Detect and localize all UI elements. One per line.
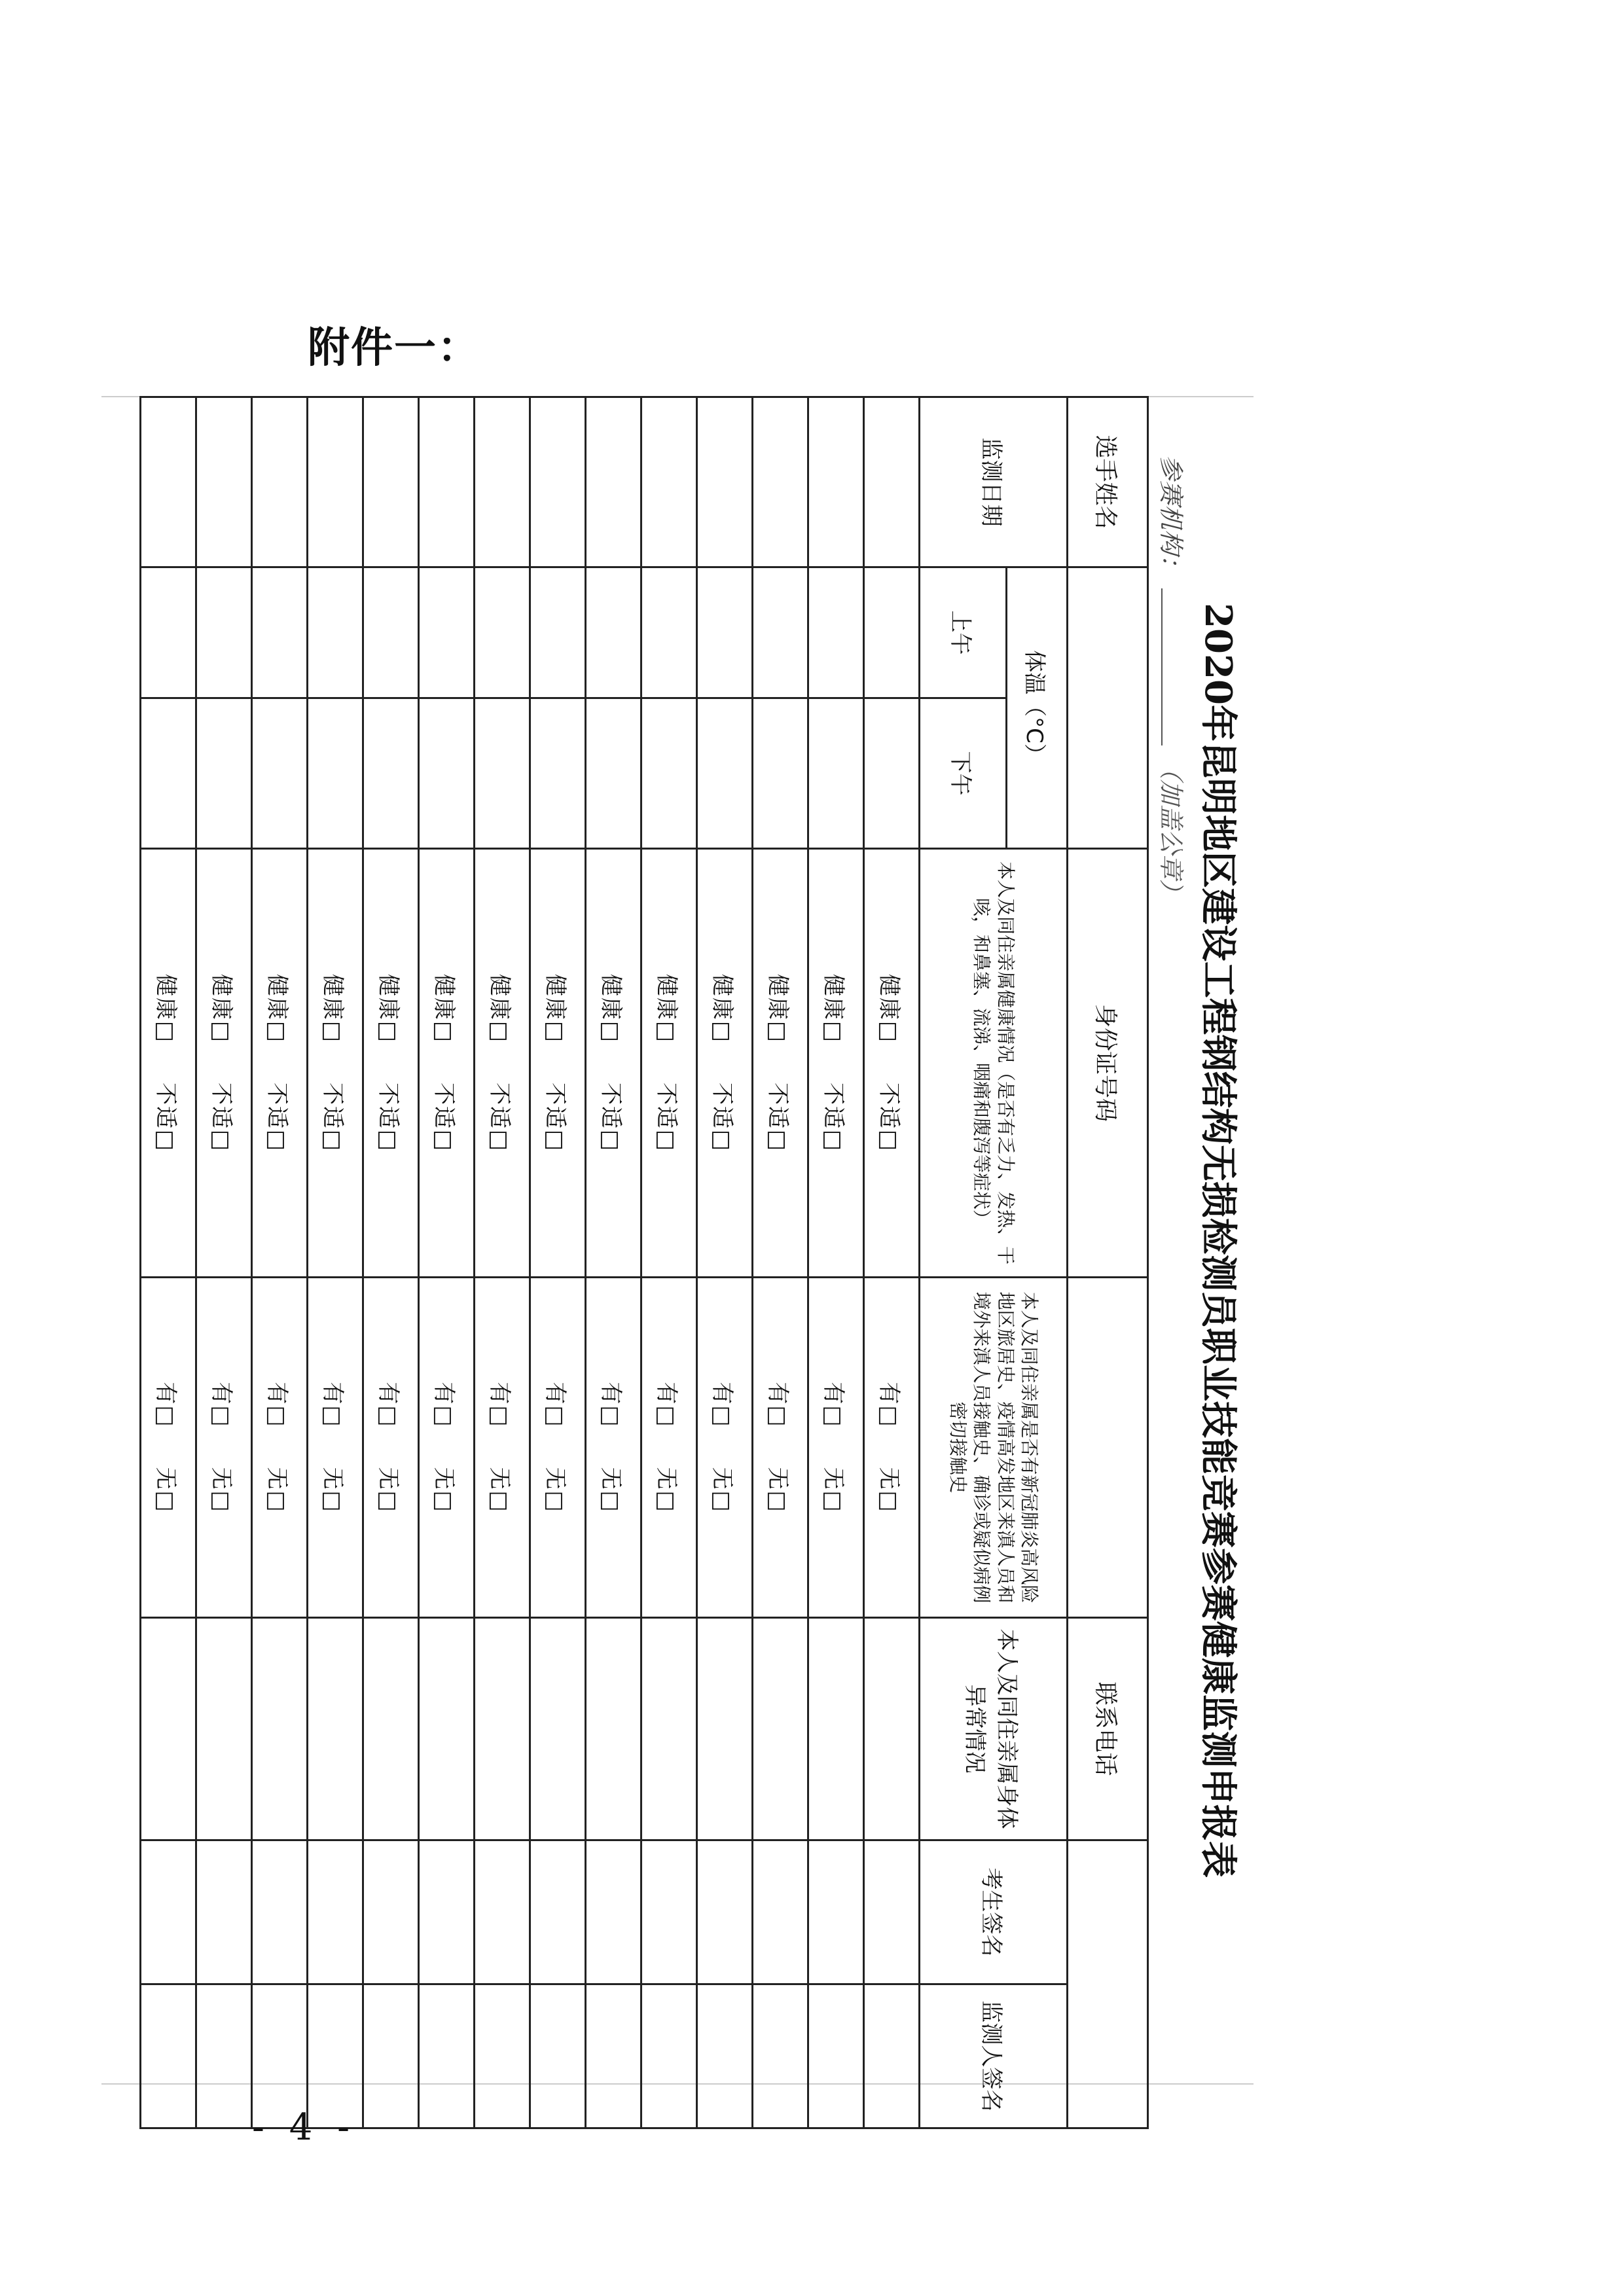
candidate-sign-cell[interactable] xyxy=(753,1840,808,1984)
checkbox-option-healthy[interactable]: 健康□ xyxy=(264,973,291,1043)
checkbox-option-yes[interactable]: 有□ xyxy=(208,1382,235,1428)
checkbox-option-unwell[interactable]: 不适□ xyxy=(208,1083,235,1153)
morning-temp-cell[interactable] xyxy=(641,567,697,698)
monitor-sign-cell[interactable] xyxy=(196,1984,252,2128)
abnormal-cell[interactable] xyxy=(864,1618,920,1840)
phone-input[interactable] xyxy=(1068,1840,1148,2128)
checkbox-option-unwell[interactable]: 不适□ xyxy=(876,1083,903,1153)
checkbox-option-no[interactable]: 无□ xyxy=(542,1467,569,1513)
health-status-cell xyxy=(196,849,252,1278)
afternoon-temp-cell[interactable] xyxy=(419,698,475,849)
table-row xyxy=(641,397,697,2128)
date-cell[interactable] xyxy=(363,397,419,567)
monitor-sign-cell[interactable] xyxy=(141,1984,196,2128)
exposure-cell xyxy=(363,1278,419,1618)
candidate-sign-cell[interactable] xyxy=(141,1840,196,1984)
date-cell[interactable] xyxy=(641,397,697,567)
morning-temp-cell[interactable] xyxy=(864,567,920,698)
morning-header: 上午 xyxy=(920,567,1007,698)
afternoon-temp-cell[interactable] xyxy=(196,698,252,849)
morning-temp-cell[interactable] xyxy=(697,567,753,698)
checkbox-option-healthy[interactable]: 健康□ xyxy=(486,973,513,1043)
health-status-cell xyxy=(697,849,753,1278)
health-status-cell xyxy=(419,849,475,1278)
checkbox-option-no[interactable]: 无□ xyxy=(709,1467,736,1513)
health-status-cell xyxy=(864,849,920,1278)
exposure-cell xyxy=(419,1278,475,1618)
checkbox-option-no[interactable]: 无□ xyxy=(431,1467,458,1513)
checkbox-option-healthy[interactable]: 健康□ xyxy=(765,973,791,1043)
exposure-cell xyxy=(753,1278,808,1618)
abnormal-cell[interactable] xyxy=(808,1618,864,1840)
abnormal-cell[interactable] xyxy=(530,1618,586,1840)
checkbox-option-healthy[interactable]: 健康□ xyxy=(319,973,346,1043)
checkbox-option-unwell[interactable]: 不适□ xyxy=(319,1083,346,1153)
morning-temp-cell[interactable] xyxy=(586,567,641,698)
abnormal-cell[interactable] xyxy=(641,1618,697,1840)
health-status-cell xyxy=(586,849,641,1278)
afternoon-temp-cell[interactable] xyxy=(697,698,753,849)
checkbox-option-no[interactable]: 无□ xyxy=(264,1467,291,1513)
form-title: 2020年昆明地区建设工程钢结构无损检测员职业技能竞赛参赛健康监测申报表 xyxy=(1197,603,1240,1878)
checkbox-option-yes[interactable]: 有□ xyxy=(876,1382,903,1428)
header-row-1 xyxy=(1007,397,1068,2128)
date-cell[interactable] xyxy=(753,397,808,567)
table-row xyxy=(753,397,808,2128)
abnormal-cell[interactable] xyxy=(586,1618,641,1840)
date-cell[interactable] xyxy=(530,397,586,567)
afternoon-temp-cell[interactable] xyxy=(753,698,808,849)
health-status-cell xyxy=(530,849,586,1278)
health-status-cell xyxy=(475,849,530,1278)
morning-temp-cell[interactable] xyxy=(753,567,808,698)
checkbox-option-yes[interactable]: 有□ xyxy=(542,1382,569,1428)
checkbox-option-yes[interactable]: 有□ xyxy=(653,1382,680,1428)
table-row xyxy=(808,397,864,2128)
monitor-sign-cell[interactable] xyxy=(641,1984,697,2128)
abnormal-header: 本人及同住亲属身体异常情况 xyxy=(920,1618,1068,1840)
checkbox-option-yes[interactable]: 有□ xyxy=(486,1382,513,1428)
checkbox-option-healthy[interactable]: 健康□ xyxy=(431,973,458,1043)
monitor-sign-cell[interactable] xyxy=(808,1984,864,2128)
candidate-sign-cell[interactable] xyxy=(419,1840,475,1984)
table-row xyxy=(864,397,920,2128)
afternoon-temp-cell[interactable] xyxy=(141,698,196,849)
exposure-cell xyxy=(196,1278,252,1618)
morning-temp-cell[interactable] xyxy=(308,567,363,698)
monitor-sign-cell[interactable] xyxy=(363,1984,419,2128)
checkbox-option-healthy[interactable]: 健康□ xyxy=(598,973,624,1043)
date-cell[interactable] xyxy=(586,397,641,567)
monitor-sign-cell[interactable] xyxy=(753,1984,808,2128)
abnormal-cell[interactable] xyxy=(475,1618,530,1840)
checkbox-option-healthy[interactable]: 健康□ xyxy=(820,973,847,1043)
checkbox-option-healthy[interactable]: 健康□ xyxy=(709,973,736,1043)
monitor-sign-cell[interactable] xyxy=(864,1984,920,2128)
afternoon-temp-cell[interactable] xyxy=(864,698,920,849)
afternoon-temp-cell[interactable] xyxy=(641,698,697,849)
date-cell[interactable] xyxy=(419,397,475,567)
table-row xyxy=(252,397,308,2128)
org-blank-field[interactable] xyxy=(1162,588,1185,745)
checkbox-option-unwell[interactable]: 不适□ xyxy=(486,1083,513,1153)
candidate-sign-header: 考生签名 xyxy=(920,1840,1068,1984)
date-cell[interactable] xyxy=(475,397,530,567)
exposure-history-header: 本人及同住亲属是否有新冠肺炎高风险地区旅居史、疫情高发地区来滇人员和境外来滇人员接触史、确诊或疑似病例密切接触史 xyxy=(920,1278,1068,1618)
abnormal-cell[interactable] xyxy=(419,1618,475,1840)
temperature-header: 体温（°C） xyxy=(1007,567,1068,849)
candidate-sign-cell[interactable] xyxy=(363,1840,419,1984)
date-cell[interactable] xyxy=(308,397,363,567)
date-cell[interactable] xyxy=(252,397,308,567)
date-cell[interactable] xyxy=(808,397,864,567)
checkbox-option-no[interactable]: 无□ xyxy=(486,1467,513,1513)
candidate-sign-cell[interactable] xyxy=(196,1840,252,1984)
health-status-cell xyxy=(252,849,308,1278)
checkbox-option-healthy[interactable]: 健康□ xyxy=(542,973,569,1043)
exposure-cell xyxy=(808,1278,864,1618)
morning-temp-cell[interactable] xyxy=(141,567,196,698)
checkbox-option-healthy[interactable]: 健康□ xyxy=(375,973,402,1043)
org-line xyxy=(1155,455,1191,904)
checkbox-option-no[interactable]: 无□ xyxy=(653,1467,680,1513)
checkbox-option-unwell[interactable]: 不适□ xyxy=(264,1083,291,1153)
monitor-sign-cell[interactable] xyxy=(475,1984,530,2128)
health-status-cell xyxy=(141,849,196,1278)
afternoon-temp-cell[interactable] xyxy=(252,698,308,849)
org-label: 参赛机构： xyxy=(1157,455,1185,580)
checkbox-option-no[interactable]: 无□ xyxy=(765,1467,791,1513)
exposure-cell xyxy=(252,1278,308,1618)
checkbox-option-healthy[interactable]: 健康□ xyxy=(153,973,179,1043)
attachment-label: 附件一： xyxy=(308,324,480,372)
checkbox-option-no[interactable]: 无□ xyxy=(319,1467,346,1513)
checkbox-option-unwell[interactable]: 不适□ xyxy=(653,1083,680,1153)
table-row xyxy=(141,397,196,2128)
checkbox-option-no[interactable]: 无□ xyxy=(820,1467,847,1513)
date-cell[interactable] xyxy=(697,397,753,567)
morning-temp-cell[interactable] xyxy=(475,567,530,698)
morning-temp-cell[interactable] xyxy=(196,567,252,698)
exposure-cell xyxy=(530,1278,586,1618)
health-status-cell xyxy=(753,849,808,1278)
health-status-cell xyxy=(808,849,864,1278)
checkbox-option-no[interactable]: 无□ xyxy=(876,1467,903,1513)
exposure-cell xyxy=(586,1278,641,1618)
page-number: - 4 - xyxy=(252,2106,357,2149)
exposure-cell xyxy=(864,1278,920,1618)
checkbox-option-unwell[interactable]: 不适□ xyxy=(431,1083,458,1153)
checkbox-option-unwell[interactable]: 不适□ xyxy=(153,1083,179,1153)
abnormal-cell[interactable] xyxy=(141,1618,196,1840)
date-cell[interactable] xyxy=(864,397,920,567)
exposure-cell xyxy=(641,1278,697,1618)
checkbox-option-no[interactable]: 无□ xyxy=(598,1467,624,1513)
morning-temp-cell[interactable] xyxy=(252,567,308,698)
checkbox-option-yes[interactable]: 有□ xyxy=(765,1382,791,1428)
afternoon-temp-cell[interactable] xyxy=(530,698,586,849)
health-status-cell xyxy=(308,849,363,1278)
candidate-sign-cell[interactable] xyxy=(586,1840,641,1984)
afternoon-temp-cell[interactable] xyxy=(808,698,864,849)
checkbox-option-yes[interactable]: 有□ xyxy=(153,1382,179,1428)
checkbox-option-yes[interactable]: 有□ xyxy=(598,1382,624,1428)
date-cell[interactable] xyxy=(141,397,196,567)
candidate-sign-cell[interactable] xyxy=(475,1840,530,1984)
exposure-cell xyxy=(697,1278,753,1618)
table-row xyxy=(308,397,363,2128)
checkbox-option-no[interactable]: 无□ xyxy=(208,1467,235,1513)
health-status-cell xyxy=(641,849,697,1278)
date-cell[interactable] xyxy=(196,397,252,567)
table-row xyxy=(419,397,475,2128)
date-header: 监测日期 xyxy=(920,397,1068,567)
monitoring-table xyxy=(139,396,1149,2129)
morning-temp-cell[interactable] xyxy=(530,567,586,698)
candidate-info-row xyxy=(1068,397,1148,2128)
checkbox-option-unwell[interactable]: 不适□ xyxy=(709,1083,736,1153)
checkbox-option-yes[interactable]: 有□ xyxy=(431,1382,458,1428)
checkbox-option-yes[interactable]: 有□ xyxy=(709,1382,736,1428)
id-label: 身份证号码 xyxy=(1068,849,1148,1278)
exposure-cell xyxy=(141,1278,196,1618)
checkbox-option-healthy[interactable]: 健康□ xyxy=(653,973,680,1043)
checkbox-option-no[interactable]: 无□ xyxy=(375,1467,402,1513)
checkbox-option-yes[interactable]: 有□ xyxy=(375,1382,402,1428)
abnormal-cell[interactable] xyxy=(308,1618,363,1840)
abnormal-cell[interactable] xyxy=(697,1618,753,1840)
table-row xyxy=(475,397,530,2128)
morning-temp-cell[interactable] xyxy=(419,567,475,698)
morning-temp-cell[interactable] xyxy=(363,567,419,698)
candidate-sign-cell[interactable] xyxy=(864,1840,920,1984)
abnormal-cell[interactable] xyxy=(252,1618,308,1840)
table-row xyxy=(196,397,252,2128)
id-input[interactable] xyxy=(1068,1278,1148,1618)
abnormal-cell[interactable] xyxy=(196,1618,252,1840)
table-row xyxy=(530,397,586,2128)
table-row xyxy=(697,397,753,2128)
checkbox-option-unwell[interactable]: 不适□ xyxy=(375,1083,402,1153)
afternoon-header: 下午 xyxy=(920,698,1007,849)
monitor-sign-cell[interactable] xyxy=(419,1984,475,2128)
checkbox-option-healthy[interactable]: 健康□ xyxy=(876,973,903,1043)
afternoon-temp-cell[interactable] xyxy=(308,698,363,849)
afternoon-temp-cell[interactable] xyxy=(363,698,419,849)
checkbox-option-healthy[interactable]: 健康□ xyxy=(208,973,235,1043)
checkbox-option-yes[interactable]: 有□ xyxy=(319,1382,346,1428)
checkbox-option-unwell[interactable]: 不适□ xyxy=(542,1083,569,1153)
candidate-sign-cell[interactable] xyxy=(530,1840,586,1984)
data-rows xyxy=(141,397,920,2128)
checkbox-option-unwell[interactable]: 不适□ xyxy=(598,1083,624,1153)
health-monitoring-form xyxy=(101,396,1254,2112)
candidate-sign-cell[interactable] xyxy=(308,1840,363,1984)
afternoon-temp-cell[interactable] xyxy=(475,698,530,849)
abnormal-cell[interactable] xyxy=(363,1618,419,1840)
checkbox-option-yes[interactable]: 有□ xyxy=(820,1382,847,1428)
afternoon-temp-cell[interactable] xyxy=(586,698,641,849)
monitor-sign-cell[interactable] xyxy=(697,1984,753,2128)
exposure-cell xyxy=(475,1278,530,1618)
health-status-header: 本人及同住亲属健康情况（是否有乏力、发热、干咳，和鼻塞、流涕、咽痛和腹泻等症状） xyxy=(920,849,1068,1278)
checkbox-option-yes[interactable]: 有□ xyxy=(264,1382,291,1428)
name-input[interactable] xyxy=(1068,567,1148,849)
phone-label: 联系电话 xyxy=(1068,1618,1148,1840)
checkbox-option-no[interactable]: 无□ xyxy=(153,1467,179,1513)
exposure-cell xyxy=(308,1278,363,1618)
candidate-sign-cell[interactable] xyxy=(697,1840,753,1984)
monitor-sign-cell[interactable] xyxy=(586,1984,641,2128)
abnormal-cell[interactable] xyxy=(753,1618,808,1840)
checkbox-option-unwell[interactable]: 不适□ xyxy=(820,1083,847,1153)
health-status-cell xyxy=(363,849,419,1278)
table-row xyxy=(586,397,641,2128)
monitor-sign-cell[interactable] xyxy=(530,1984,586,2128)
morning-temp-cell[interactable] xyxy=(808,567,864,698)
checkbox-option-unwell[interactable]: 不适□ xyxy=(765,1083,791,1153)
name-label: 选手姓名 xyxy=(1068,397,1148,567)
candidate-sign-cell[interactable] xyxy=(808,1840,864,1984)
table-row xyxy=(363,397,419,2128)
candidate-sign-cell[interactable] xyxy=(252,1840,308,1984)
candidate-sign-cell[interactable] xyxy=(641,1840,697,1984)
org-stamp-note: （加盖公章） xyxy=(1157,755,1185,905)
monitor-sign-header: 监测人签名 xyxy=(920,1984,1068,2128)
